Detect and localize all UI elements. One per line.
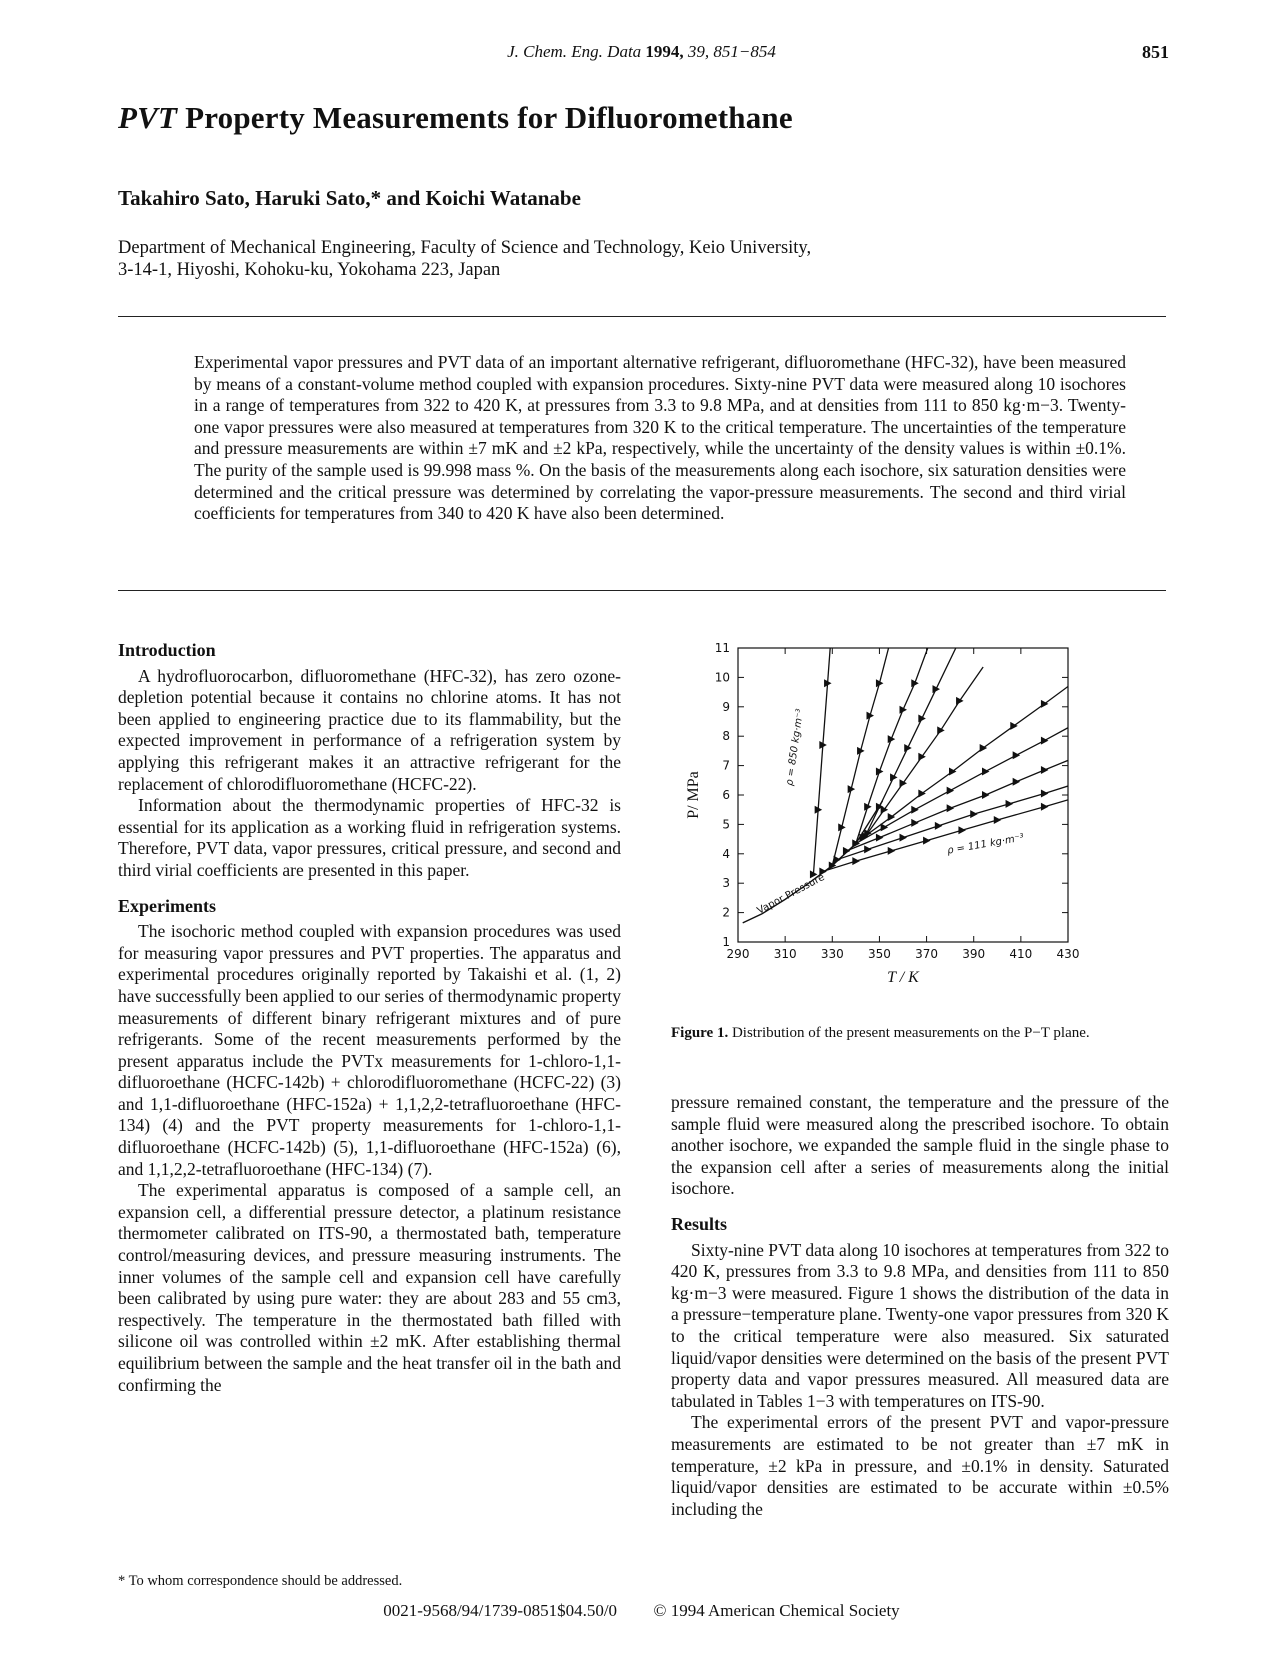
data-point-marker <box>904 744 912 752</box>
affiliation-line-1: Department of Mechanical Engineering, Faculty of Science and Technology, Keio University, <box>118 238 812 258</box>
data-point-marker <box>900 779 908 787</box>
data-point-marker <box>890 773 898 781</box>
x-axis-label: T / K <box>887 969 919 986</box>
data-point-marker <box>1013 751 1021 759</box>
experiments-paragraph-3: pressure remained constant, the temperature and the pressure of the sample fluid were measured along the prescribed isochore. To obtain another isochore, we expanded the sample fluid in the single phase to the expansion cell after a series of measurements along the initial isochore. <box>671 1092 1169 1199</box>
data-point-marker <box>958 826 966 834</box>
abstract-top-rule <box>118 316 1166 317</box>
data-point-marker <box>834 856 842 864</box>
x-tick-label: 430 <box>1056 947 1080 961</box>
running-head <box>0 42 1283 62</box>
x-tick-label: 290 <box>726 947 750 961</box>
data-point-marker <box>911 819 919 827</box>
journal-name: J. Chem. Eng. Data <box>507 42 642 61</box>
y-tick-label: 11 <box>714 641 730 655</box>
affiliation <box>118 237 811 281</box>
data-point-marker <box>881 823 889 831</box>
experiments-heading: Experiments <box>118 895 216 916</box>
title-rest: Property Measurements for Difluoromethane <box>177 100 793 135</box>
data-point-marker <box>864 803 872 811</box>
figure-caption <box>671 1024 1169 1043</box>
data-point-marker <box>864 845 872 853</box>
data-point-marker <box>1041 803 1049 811</box>
abstract: Experimental vapor pressures and PVT data of an important alternative refrigerant, difluoromethane (HFC-32), have been measured by means of a constant-volume method coupled with expansion procedures. Sixty-nine PVT data were measured along 10 isochores in a range of temperatures from 322 to 420 K, at pressures from 3.3 to 9.8 MPa, and at densities from 111 to 850 kg·m−3. Twenty-one vapor pressures were also measured at temperatures from 320 K to the critical temperature. The uncertainties of the temperature and pressure measurements are within ±7 mK and ±2 kPa, respectively, while the uncertainty of the density values is within ±0.1%. The purity of the sample used is 99.998 mass %. On the basis of the measurements along each isochore, six saturation densities were determined and the critical pressure was determined by correlating the vapor-pressure measurements. The second and third virial coefficients for temperatures from 340 to 420 K have also been determined. <box>194 352 1126 524</box>
experiments-paragraph-2: The experimental apparatus is composed of a sample cell, an expansion cell, a differential pressure detector, a platinum resistance thermometer calibrated on ITS-90, a thermostated bath, temperature control/measuring devices, and pressure measuring instruments. The inner volumes of the sample cell and expansion cell have carefully been calibrated by using pure water: they are about 283 and 55 cm3, respectively. The temperature in the thermostated bath filled with silicone oil was controlled within ±2 mK. After establishing thermal equilibrium between the sample and the heat transfer oil in the bath and confirming the <box>118 1180 621 1395</box>
data-point-marker <box>1041 790 1049 798</box>
journal-volume: 39, <box>687 42 710 61</box>
label-rho-111: ρ = 111 kg·m⁻³ <box>946 832 1025 857</box>
page-title <box>118 100 793 136</box>
footer-code: 0021-9568/94/1739-0851$04.50/0 <box>383 1601 618 1620</box>
y-axis-label: P/ MPa <box>685 771 702 819</box>
journal-year: 1994, <box>645 42 684 61</box>
data-point-marker <box>918 715 926 723</box>
figure-caption-text: Distribution of the present measurements on the P−T plane. <box>728 1025 1090 1041</box>
figure-1-chart <box>680 640 1150 1020</box>
x-tick-label: 390 <box>962 947 986 961</box>
right-column <box>671 1092 1169 1520</box>
page-footer <box>0 1601 1283 1621</box>
data-point-marker <box>947 787 955 795</box>
label-vapor-pressure: Vapor Pressure <box>755 871 827 917</box>
x-tick-label: 410 <box>1009 947 1033 961</box>
y-tick-label: 6 <box>722 788 730 802</box>
figure-caption-label: Figure 1. <box>671 1025 729 1041</box>
isochore-line <box>863 686 1068 837</box>
isochore-line <box>813 640 851 874</box>
y-tick-label: 4 <box>722 846 730 861</box>
data-point-marker <box>937 726 945 734</box>
data-point-marker <box>1041 766 1049 774</box>
y-tick-label: 2 <box>722 905 730 920</box>
results-heading: Results <box>671 1213 728 1234</box>
data-point-marker <box>1006 800 1014 808</box>
data-point-marker <box>1013 778 1021 786</box>
data-point-marker <box>888 735 896 743</box>
data-point-marker <box>843 847 851 855</box>
results-paragraph-2: The experimental errors of the present PVT and vapor-pressure measurements are estimated to be not greater than ±7 mK in temperature, ±2 kPa in pressure, and ±0.1% in density. Saturated liquid/vapor densities are estimated to be accurate within ±0.5% including the <box>671 1412 1169 1519</box>
data-point-marker <box>900 834 908 842</box>
x-tick-label: 330 <box>820 947 844 961</box>
data-point-marker <box>876 834 884 842</box>
data-point-marker <box>881 806 889 814</box>
introduction-paragraph-2: Information about the thermodynamic properties of HFC-32 is essential for its application as a working fluid in refrigeration systems. Therefore, PVT data, vapor pressures, critical pressure, and second and third virial coefficients are presented in this paper. <box>118 795 621 880</box>
data-point-marker <box>982 791 990 799</box>
affiliation-line-2: 3-14-1, Hiyoshi, Kohoku-ku, Yokohama 223, Japan <box>118 260 501 280</box>
y-tick-label: 10 <box>714 670 730 685</box>
title-italic: PVT <box>118 100 178 135</box>
data-point-marker <box>982 767 990 775</box>
results-paragraph-1: Sixty-nine PVT data along 10 isochores at temperatures from 322 to 420 K, pressures from 3.3 to 9.8 MPa, and densities from 111 to 850 kg·m−3 were measured. Figure 1 shows the distribution of the data in a pressure−temperature plane. Twenty-one vapor pressures from 320 K to the critical temperature were also measured. Six saturated liquid/vapor densities were determined on the basis of the present PVT property data and vapor pressures measured. All measured data are tabulated in Tables 1−3 with temperatures on ITS-90. <box>671 1239 1169 1411</box>
footnote: * To whom correspondence should be addressed. <box>118 1573 403 1589</box>
introduction-paragraph-1: A hydrofluorocarbon, difluoromethane (HFC-32), has zero ozone-depletion potential because it contains no chlorine atoms. It has not been applied to engineering practice due to its flammability, but the expected improvement in performance of a refrigeration system by applying this refrigerant makes it an attractive refrigerant for the replacement of chlorodifluoromethane (HCFC-22). <box>118 665 621 794</box>
experiments-paragraph-1: The isochoric method coupled with expansion procedures was used for measuring vapor pressures and PVT properties. The apparatus and experimental procedures originally reported by Takaishi et al. (1, 2) have successfully been applied to our series of thermodynamic property measurements of different binary refrigerant mixtures and of pure refrigerants. Some of the recent measurements performed by the present apparatus include the PVTx measurements for 1-chloro-1,1-difluoroethane (HCFC-142b) + chlorodifluoromethane (HCFC-22) (3) and 1,1-difluoroethane (HFC-152a) + 1,1,2,2-tetrafluoroethane (HFC-134) (4) and the PVT property measurements for 1-chloro-1,1-difluoroethane (HCFC-142b) (5), 1,1-difluoroethane (HFC-152a) (6), and 1,1,2,2-tetrafluoroethane (HFC-134) (7). <box>118 921 621 1179</box>
isochore-line <box>856 728 1068 844</box>
y-tick-label: 1 <box>722 935 730 949</box>
y-tick-label: 5 <box>722 817 730 832</box>
data-point-marker <box>947 804 955 812</box>
data-point-marker <box>911 806 919 814</box>
footer-copyright: © 1994 American Chemical Society <box>653 1601 900 1620</box>
data-point-marker <box>852 857 860 865</box>
y-tick-label: 7 <box>722 758 730 773</box>
data-point-marker <box>933 685 941 693</box>
x-tick-label: 310 <box>773 947 797 961</box>
data-point-marker <box>888 847 896 855</box>
data-point-marker <box>994 816 1002 824</box>
data-point-marker <box>956 697 964 705</box>
data-point-marker <box>900 706 908 714</box>
x-tick-label: 350 <box>867 947 891 961</box>
authors: Takahiro Sato, Haruki Sato,* and Koichi Watanabe <box>118 186 581 210</box>
data-point-marker <box>876 767 884 775</box>
left-column <box>118 640 621 1396</box>
page-number: 851 <box>1142 42 1169 62</box>
label-rho-850: ρ = 850 kg·m⁻³ <box>784 708 806 787</box>
y-tick-label: 8 <box>722 729 730 744</box>
data-point-marker <box>911 679 919 687</box>
data-point-marker <box>1041 737 1049 745</box>
y-tick-label: 3 <box>722 876 730 891</box>
abstract-bottom-rule <box>118 590 1166 591</box>
x-tick-label: 370 <box>915 947 939 961</box>
data-point-marker <box>970 810 978 818</box>
journal-pages: 851−854 <box>713 42 776 61</box>
introduction-heading: Introduction <box>118 640 216 660</box>
data-point-marker <box>935 822 943 830</box>
y-tick-label: 9 <box>722 699 730 714</box>
data-point-marker <box>918 753 926 761</box>
data-point-marker <box>923 837 931 845</box>
